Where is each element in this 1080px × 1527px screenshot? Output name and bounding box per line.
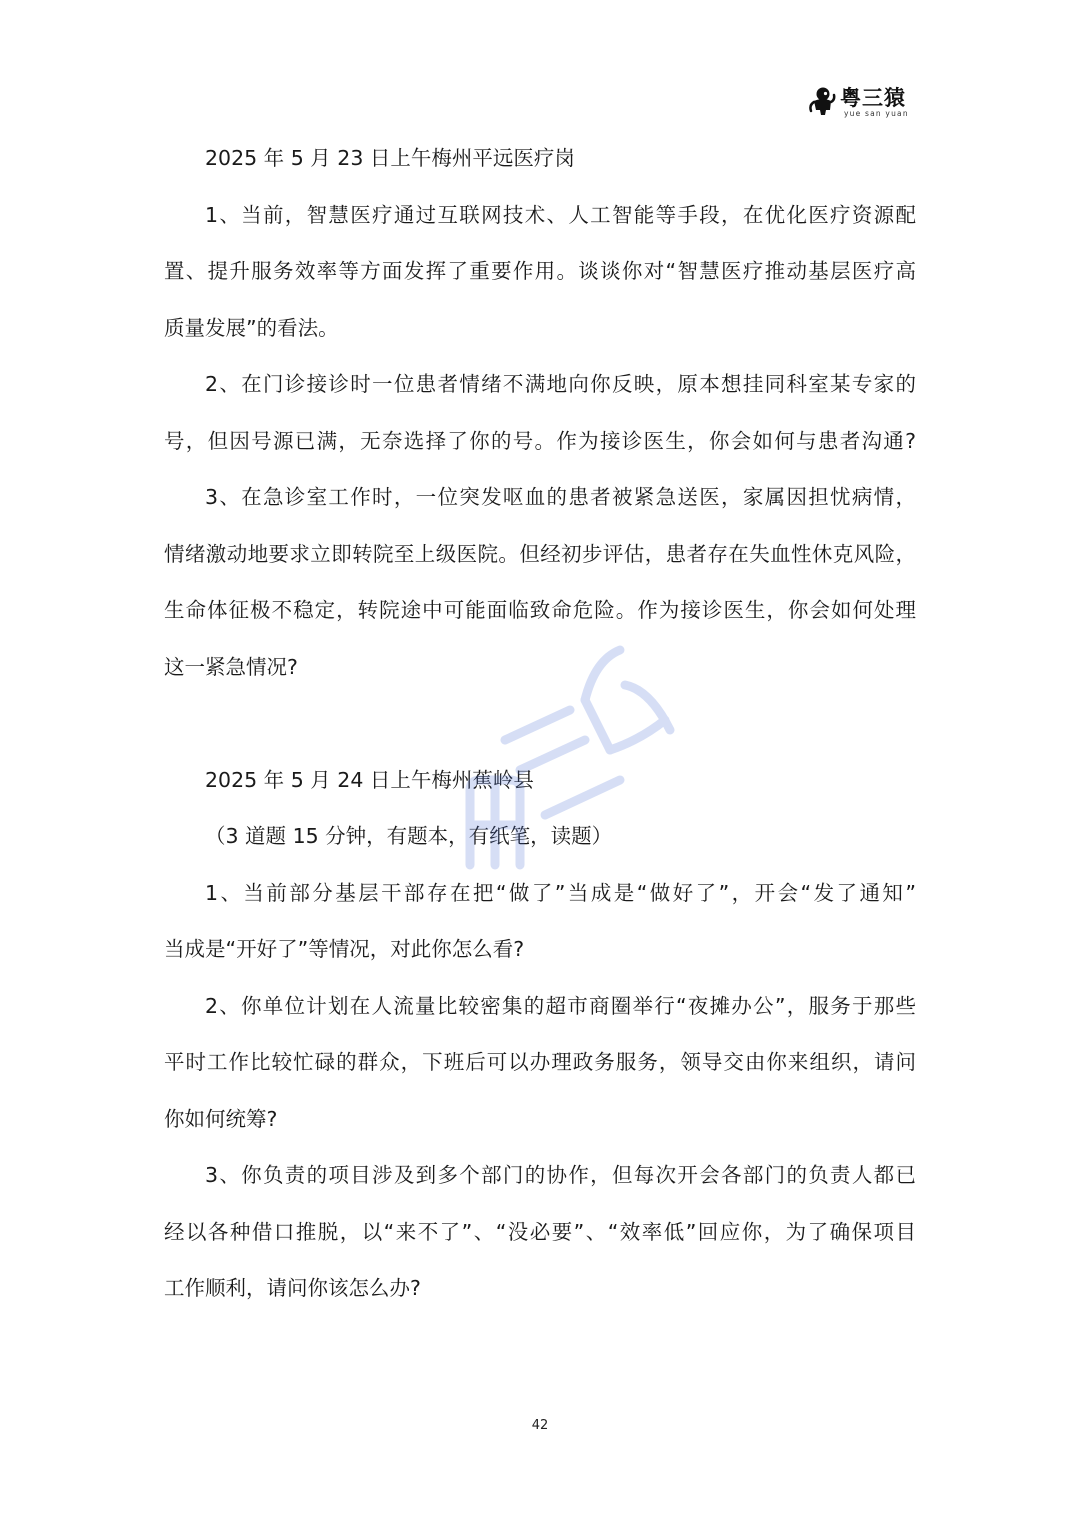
section-spacer: [164, 695, 916, 752]
section-heading: 2025 年 5 月 23 日上午梅州平远医疗岗: [205, 146, 575, 170]
question-line: 1、当前，智慧医疗通过互联网技术、人工智能等手段，在优化医疗资源配: [205, 202, 916, 227]
section-heading: 2025 年 5 月 24 日上午梅州蕉岭县: [205, 767, 534, 792]
brand-logo: [808, 84, 918, 120]
question-item: [164, 978, 916, 1148]
question-item: [164, 1147, 916, 1317]
question-line: 2、在门诊接诊时一位患者情绪不满地向你反映，原本想挂同科室某专家的: [205, 372, 916, 396]
question-line: 1、当前部分基层干部存在把“做了”当成是“做好了”，开会“发了通知”: [205, 880, 916, 905]
question-line: 平时工作比较忙碌的群众，下班后可以办理政务服务，领导交由你来组织，请问: [164, 1050, 916, 1074]
logo-name: 粤三猿: [840, 86, 906, 110]
question-line: 3、你负责的项目涉及到多个部门的协作，但每次开会各部门的负责人都已: [205, 1163, 916, 1187]
question-item: [164, 356, 916, 469]
question-line: 工作顺利，请问你该怎么办?: [164, 1276, 421, 1300]
question-item: [164, 187, 916, 357]
question-line: 情绪激动地要求立即转院至上级医院。但经初步评估，患者存在失血性休克风险，: [164, 541, 916, 566]
question-item: [164, 865, 916, 978]
question-line: 3、在急诊室工作时，一位突发呕血的患者被紧急送医，家属因担忧病情，: [205, 485, 916, 509]
monkey-mascot-icon: [808, 86, 836, 116]
document-body: [164, 130, 916, 1317]
question-line: 你如何统筹?: [164, 1106, 278, 1131]
question-line: 经以各种借口推脱，以“来不了”、“没必要”、“效率低”回应你，为了确保项目: [164, 1219, 916, 1244]
question-line: 这一紧急情况?: [164, 654, 298, 679]
question-line: 质量发展”的看法。: [164, 315, 339, 340]
logo-subtitle: yue san yuan: [844, 109, 909, 118]
question-line: 当成是“开好了”等情况，对此你怎么看?: [164, 937, 525, 961]
question-line: 2、你单位计划在人流量比较密集的超市商圈举行“夜摊办公”，服务于那些: [205, 993, 916, 1018]
section-note: （3 道题 15 分钟，有题本，有纸笔，读题）: [205, 824, 613, 848]
question-line: 生命体征极不稳定，转院途中可能面临致命危险。作为接诊医生，你会如何处理: [164, 598, 916, 622]
question-line: 号，但因号源已满，无奈选择了你的号。作为接诊医生，你会如何与患者沟通?: [164, 428, 916, 453]
question-item: [164, 469, 916, 695]
question-line: 置、提升服务效率等方面发挥了重要作用。谈谈你对“智慧医疗推动基层医疗高: [164, 259, 916, 283]
page-number: 42: [531, 1418, 549, 1433]
